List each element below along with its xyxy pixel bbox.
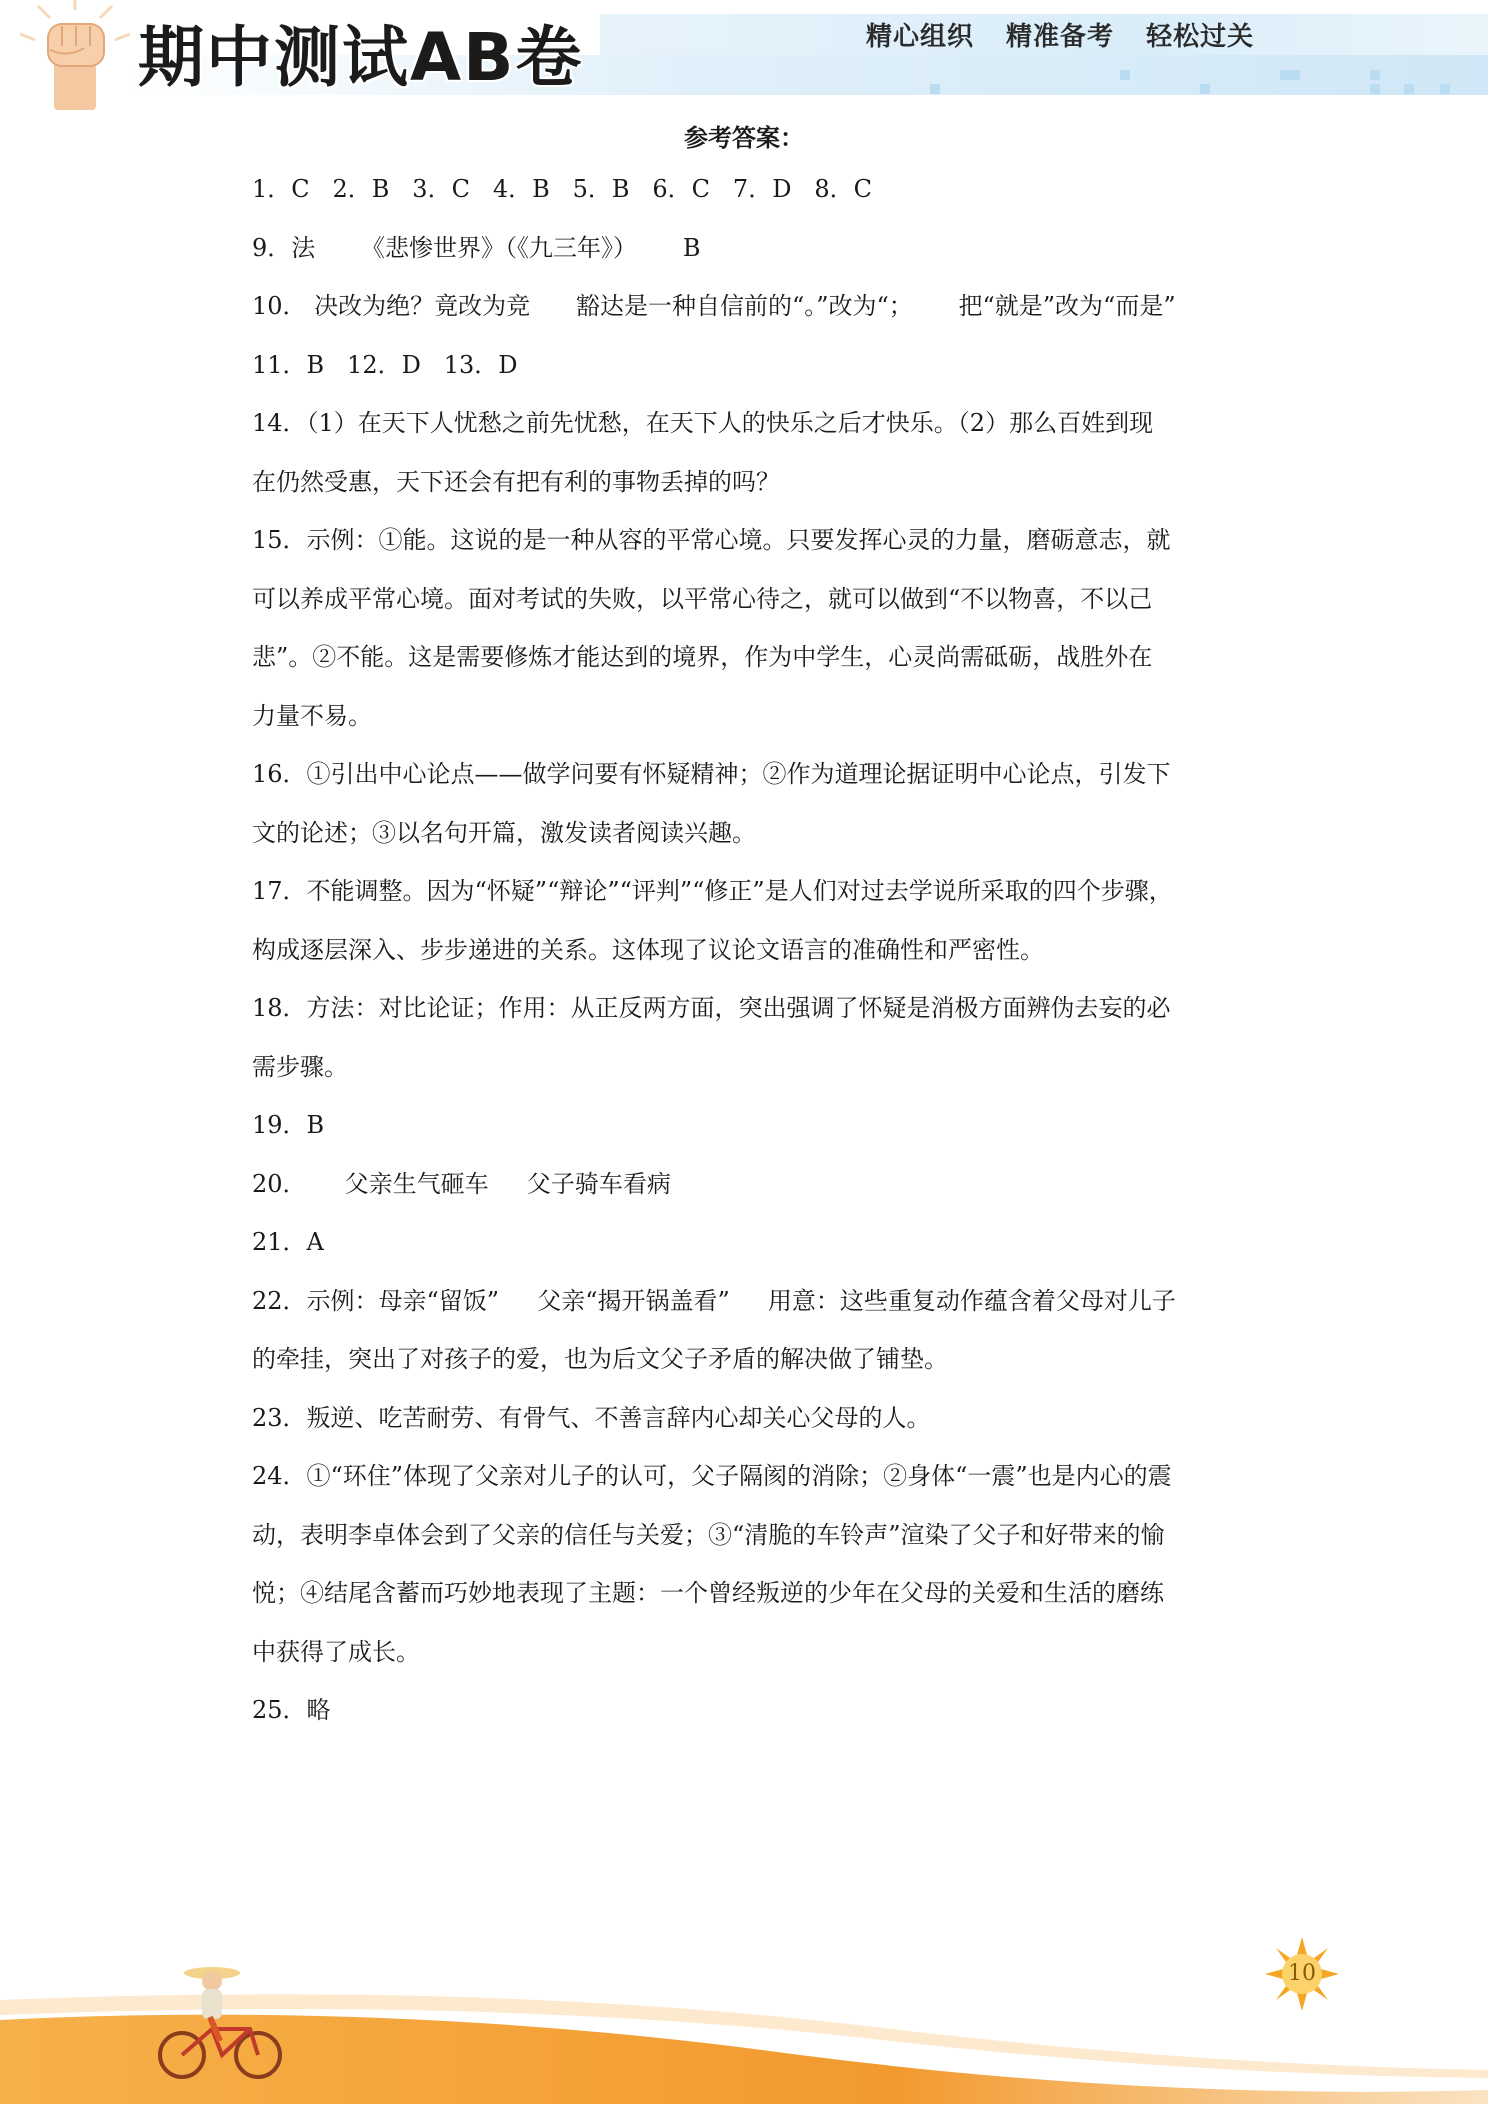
answer-line: 9．法 《悲惨世界》（《九三年》） B bbox=[252, 233, 701, 262]
answer-line: 10． 决改为绝？竟改为竞 豁达是一种自信前的“。”改为“； 把“就是”改为“而是” bbox=[252, 292, 1176, 320]
answer-list bbox=[252, 160, 1242, 1740]
answer-line: 11．B 12．D 13．D bbox=[252, 350, 518, 379]
page-number: 10 bbox=[1288, 1961, 1316, 1986]
answer-line: 22．示例：母亲“留饭” 父亲“揭开锅盖看” 用意：这些重复动作蕴含着父母对儿子 bbox=[252, 1286, 1176, 1315]
answer-line: 可以养成平常心境。面对考试的失败，以平常心待之，就可以做到“不以物喜，不以己 bbox=[252, 584, 1153, 613]
answer-line: 20． 父亲生气砸车 父子骑车看病 bbox=[252, 1169, 671, 1198]
answer-line: 16．①引出中心论点——做学问要有怀疑精神；②作为道理论据证明中心论点，引发下 bbox=[252, 760, 1171, 788]
answer-line: 1．C 2．B 3．C 4．B 5．B 6．C 7．D 8．C bbox=[252, 175, 872, 203]
answer-line: 17．不能调整。因为“怀疑”“辩论”“评判”“修正”是人们对过去学说所采取的四个步骤， bbox=[252, 877, 1173, 905]
answer-line: 18．方法：对比论证；作用：从正反两方面，突出强调了怀疑是消极方面辨伪去妄的必 bbox=[252, 994, 1171, 1022]
answer-line: 文的论述；③以名句开篇，激发读者阅读兴趣。 bbox=[252, 818, 756, 847]
answer-line: 构成逐层深入、步步递进的关系。这体现了议论文语言的准确性和严密性。 bbox=[252, 935, 1044, 964]
page-header bbox=[0, 0, 1488, 110]
answer-heading: 参考答案： bbox=[684, 124, 804, 152]
answer-line: 悦；④结尾含蓄而巧妙地表现了主题：一个曾经叛逆的少年在父母的关爱和生活的磨练 bbox=[252, 1579, 1164, 1607]
answer-line: 悲”。②不能。这是需要修炼才能达到的境界，作为中学生，心灵尚需砥砺，战胜外在 bbox=[252, 643, 1153, 671]
answer-line: 中获得了成长。 bbox=[252, 1637, 420, 1666]
answer-line: 21．A bbox=[252, 1228, 324, 1256]
answer-line: 14．（1）在天下人忧愁之前先忧愁，在天下人的快乐之后才快乐。（2）那么百姓到现 bbox=[252, 409, 1154, 437]
answer-line: 19．B bbox=[252, 1111, 325, 1139]
answer-line: 25．略 bbox=[252, 1696, 331, 1724]
answer-line: 23．叛逆、吃苦耐劳、有骨气、不善言辞内心却关心父母的人。 bbox=[252, 1403, 931, 1432]
answer-line: 24．①“环住”体现了父亲对儿子的认可，父子隔阂的消除；②身体“一震”也是内心的震 bbox=[252, 1462, 1172, 1490]
answer-line: 需步骤。 bbox=[252, 1052, 348, 1081]
header-slogan: 精心组织 精准备考 轻松过关 bbox=[866, 22, 1255, 52]
answer-line: 动，表明李卓体会到了父亲的信任与关爱；③“清脆的车铃声”渲染了父子和好带来的愉 bbox=[252, 1520, 1165, 1549]
fist-icon bbox=[10, 0, 140, 110]
answer-line: 15．示例：①能。这说的是一种从容的平常心境。只要发挥心灵的力量，磨砺意志，就 bbox=[252, 526, 1171, 554]
answer-line: 的牵挂，突出了对孩子的爱，也为后文父子矛盾的解决做了铺垫。 bbox=[252, 1345, 948, 1373]
page-title: 期中测试AB卷 bbox=[138, 19, 584, 96]
cyclist-icon bbox=[150, 1955, 290, 2085]
header-dots bbox=[930, 64, 1470, 94]
answer-line: 在仍然受惠，天下还会有把有利的事物丢掉的吗？ bbox=[252, 467, 780, 496]
answer-line: 力量不易。 bbox=[252, 701, 372, 730]
